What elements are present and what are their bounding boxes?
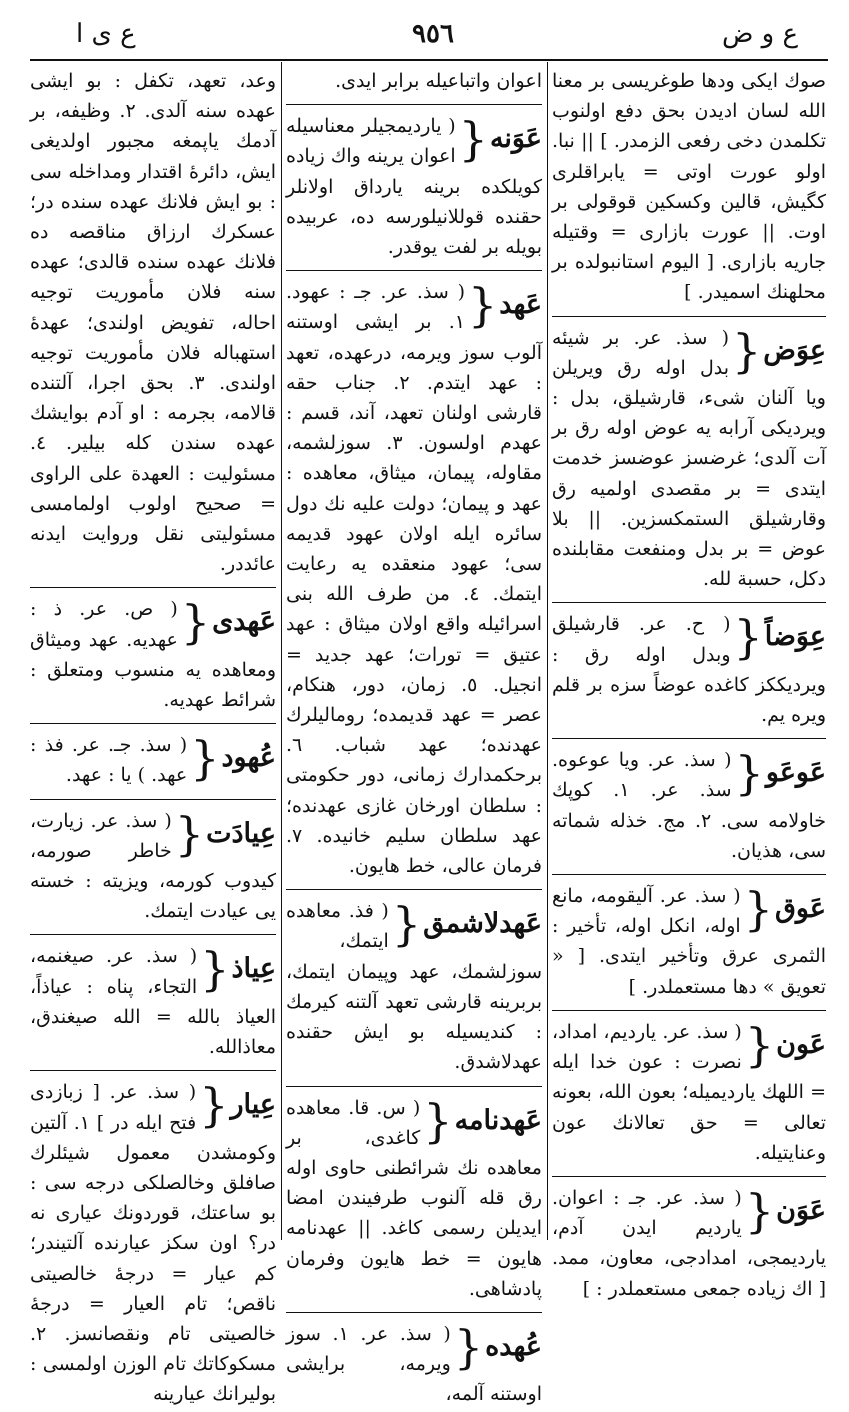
entry-separator xyxy=(30,1070,276,1071)
entry-definition: ( سذ. عر. ١. سوز ویرمه، برایشی اوستنه آلمه، xyxy=(286,1322,542,1406)
entry-definition: ( یاردیمجیلر معناسیله اعوان یرینه واك زیاده کویلکده برینه یارداق اولانلر حقنده قوللانیلورسه ده، عربیده بویله بر لفت یوقدر. xyxy=(286,115,542,259)
entry-separator xyxy=(552,1010,826,1011)
entry-headword: عِیاذ xyxy=(231,953,276,985)
page-number: ٩٥٦ xyxy=(412,19,454,49)
entry-definition: ( سذ. عر. جـ : عهود. ١. بر ایشی اوستنه آلوب سوز ویرمه، درعهده، تعهد : عهد ایتدم. ٢. جناب حقه قارشی اولنان تعهد، آند، قسم : عهدم اولسون. ٣. سوزلشمه، مقاوله، پیمان، میثاق، معاهده : عهد و پیمان؛ دولت علیه نك دول سائره ایله اولان عهود قدیمه سی؛ عهود منعقده یه رعایت ایتمك. ٤. من طرف الله بنی اسرائیله واقع اولان میثاق : عهد عتیق = تورات؛ عهد جدید = انجیل. ٥. زمان، دور، هنکام، عصر = عهد قدیمده؛ روماليلرك عهدنده؛ عهد شباب. ٦. برحکمدارك زمانی، دور حکومتی : سلطان اورخان غازی عهدنده؛ عهد سلطان سلیم خانیده. ٧. فرمان عالی، خط هایون. xyxy=(286,281,542,878)
entry-separator xyxy=(286,1312,542,1313)
entry-headword: عَوق xyxy=(774,893,826,925)
entry-headword: عِوَضاً xyxy=(764,621,826,653)
column-middle xyxy=(286,66,542,1406)
brace-glyph: { xyxy=(180,595,211,650)
dictionary-entry xyxy=(30,66,276,581)
entry-headword: عِیادَت xyxy=(206,817,276,849)
brace-glyph: { xyxy=(391,897,422,952)
brace-glyph: { xyxy=(744,1017,775,1072)
dictionary-entry xyxy=(552,66,826,310)
entry-headword: عِیار xyxy=(230,1089,276,1121)
entry-separator xyxy=(30,723,276,724)
entry-headword: عُهده xyxy=(485,1330,542,1362)
brace-glyph: { xyxy=(453,1319,484,1374)
entry-separator xyxy=(286,889,542,890)
entry-definition: ( س. قا. معاهده کاغدی، بر معاهده نك شرائطنی حاوی اوله رق قله آلنوب طرفیندن امضا ایدیلن رسمی کاغد. || عهدنامه هایون = خط هایون وفرمان پادشاهی. xyxy=(286,1096,542,1300)
brace-glyph: { xyxy=(174,806,205,861)
entry-headword: عَوَنه xyxy=(489,123,542,155)
entry-separator xyxy=(30,934,276,935)
entry-headword: عَون xyxy=(776,1028,826,1060)
dictionary-entry xyxy=(286,277,542,883)
dictionary-entry xyxy=(286,896,542,1079)
entry-definition: ( سذ. عر. آلیقومه، مانع اوله، انکل اوله، تأخیر : الثمری عرق وتأخیر ایتدی. [ « تعویق » دها مستعملدر. ] xyxy=(552,885,826,998)
brace-glyph: { xyxy=(190,731,220,786)
dictionary-entry xyxy=(286,1319,542,1412)
entry-definition: ( سذ. جـ. عر. فذ : عهد. ) یا : عهد. xyxy=(30,734,188,787)
header-left-catchword: ع ى ا xyxy=(76,19,136,49)
entry-separator xyxy=(552,602,826,603)
dictionary-entry xyxy=(552,745,826,868)
entry-separator xyxy=(286,104,542,105)
entry-headword: عَهدی xyxy=(212,606,276,638)
entry-definition: ( سذ. عر. جـ : اعوان. یاردیم ایدن آدم، یاردیمجی، امدادجی، معاون، ممد. [ اك زیاده جمعی مستعملدر : ] xyxy=(552,1186,826,1300)
entry-headword: عَوعَو xyxy=(765,757,826,789)
entry-definition: ( سذ. عر. [ زبازدی فتح ایله در ] ١. آلتین وکومشدن معمول شیئلرك صافلق وخالصلکی درجه سی : بو ساعتك، قوردونك عیاری نه در؟ اون سکز عیارنده آلتیندر؛ کم عیار = درجهٔ خالصیتی ناقص؛ تام العیار = درجهٔ خالصیتی تام ونقصانسز. ٢. مسکوکاتك تام الوزن اولمسی : بولیرانك عیارینه xyxy=(30,1081,276,1406)
brace-glyph: { xyxy=(199,1078,229,1133)
entry-definition: اعوان واتباعیله برابر ایدی. xyxy=(335,70,542,92)
brace-glyph: { xyxy=(467,278,498,333)
dictionary-entry xyxy=(286,111,542,264)
entry-definition: ( فذ. معاهده ایتمك، سوزلشمك، عهد وپیمان ایتمك، بربرینه قارشی تعهد آلتنه کیرمك : کندیسیله بو ایش حقنده عهدلاشدق. xyxy=(286,900,542,1074)
entry-definition: وعد، تعهد، تکفل : بو ایشی عهده سنه آلدی. ٢. وظیفه، بر آدمك یاپمغه مجبور اولدیغی ایش، دائرهٔ اقتدار ومداخله سی : بو ایش فلانك عهده سنده در؛ عسکرك ارزاق مناقصه ده فلانك عهده سنده قالدی؛ عهده سنه فلان مأموریت توجیه احاله، تفویض اولندی؛ عهدهٔ استهباله فلان مأموریت توجیه اولندی. ٣. بحق اجرا، آلتنده قالامه، بجرمه : او آدم بوایشك عهده سندن کله بیلیر. ٤. مسئولیت : العهدة علی الراوی = صحیح اولوب اولمامسی مسئولیتی نقل وروایت ایدنه عائددر. xyxy=(30,70,276,576)
entry-definition: ( سذ. عر. یاردیم، امداد، نصرت : عون خدا ایله = اللهك یاردیمیله؛ بعون الله، بعونه تعالی = حق تعالانك عون وعنایتیله. xyxy=(552,1020,826,1164)
brace-glyph: { xyxy=(200,942,230,997)
entry-headword: عَهدلاشمق xyxy=(423,908,542,940)
entry-headword: عُهود xyxy=(221,742,276,774)
dictionary-entry xyxy=(552,1017,826,1170)
dictionary-entry xyxy=(30,1077,276,1411)
entry-headword: عَهدنامه xyxy=(454,1104,542,1136)
entry-separator xyxy=(30,799,276,800)
dictionary-entry xyxy=(30,806,276,929)
dictionary-entry xyxy=(552,323,826,597)
column-left xyxy=(30,66,276,1406)
entry-definition: ( ص. عر. ذ : عهدیه. عهد ومیثاق ومعاهده یه منسوب ومتعلق : شرائط عهدیه. xyxy=(30,598,276,712)
brace-glyph: { xyxy=(423,1093,453,1148)
brace-glyph: { xyxy=(733,610,763,665)
dictionary-entry xyxy=(30,941,276,1064)
dictionary-entry xyxy=(30,594,276,717)
brace-glyph: { xyxy=(744,1183,775,1238)
dictionary-entry xyxy=(552,609,826,732)
entry-separator xyxy=(30,587,276,588)
entry-separator xyxy=(286,270,542,271)
brace-glyph: { xyxy=(743,882,773,937)
brace-glyph: { xyxy=(458,112,488,167)
page-header xyxy=(28,12,828,56)
brace-glyph: { xyxy=(732,323,762,378)
entry-separator xyxy=(552,874,826,875)
entry-definition: ( سذ. عر. زیارت، خاطر صورمه، کیدوب کورمه، ویزیته : خسته یی عیادت ایتمك. xyxy=(30,809,276,923)
dictionary-entry xyxy=(552,1183,826,1306)
entry-separator xyxy=(552,1176,826,1177)
brace-glyph: { xyxy=(734,746,764,801)
dictionary-entry xyxy=(286,1093,542,1306)
entry-separator xyxy=(286,1086,542,1087)
entry-definition: صوك ایکی ودها طوغریسی بر معنا الله لسان ادیدن بحق دفع اولنوب تکلمدن دخی رفعی الزمدر. ] || نبا. اولو عورت اوتی = یابراقلری کگیش، قالین وکسکین قوقولی بر اوت. || عورت بازاری = وقتیله جاریه بازاری. [ الیوم استانبولده بر محلهنك اسمیدر. ] xyxy=(552,70,826,304)
entry-definition: ( سذ. عر. بر شیئه بدل اوله رق ویریلن ویا آلنان شیء، قارشیلق، بدل : ویردیکی آرابه یه عوض اوله رق بر آت آلدی؛ غرضسز عوضسز خدمت ایتدی = بر مقصدی اولمیه رق وقارشیلق الستمکسزین. || بلا عوض = بر بدل ومنفعت مقابلنده دکل، حسبة لله. xyxy=(552,326,826,591)
entry-headword: عَوَن xyxy=(776,1194,826,1226)
dictionary-entry xyxy=(286,66,542,98)
column-divider xyxy=(547,62,548,1240)
header-right-catchword: ع و ض xyxy=(721,19,798,49)
entry-definition: ( ح. عر. قارشیلق وبدل اوله رق : ویردیککز کاغده عوضاً سزه بر قلم ویره یم. xyxy=(552,613,826,727)
dictionary-entry xyxy=(552,881,826,1004)
dictionary-entry xyxy=(30,730,276,792)
entry-headword: عَهد xyxy=(499,289,542,321)
entry-headword: عِوَض xyxy=(763,334,826,366)
header-rule xyxy=(30,59,828,61)
entry-separator xyxy=(552,738,826,739)
entry-definition: ( سذ. عر. ویا عوعوه. سذ. عر. ١. کوپك خاولامه سی. ٢. مج. خذله شماته سی، هذیان. xyxy=(552,749,826,862)
column-divider xyxy=(281,62,282,1240)
entry-separator xyxy=(552,316,826,317)
column-right xyxy=(552,66,826,1300)
entry-definition: ( سذ. عر. صیغنمه، التجاء، پناه : عیاذاً، العیاذ بالله = الله صیغندق، معاذالله. xyxy=(30,945,276,1059)
